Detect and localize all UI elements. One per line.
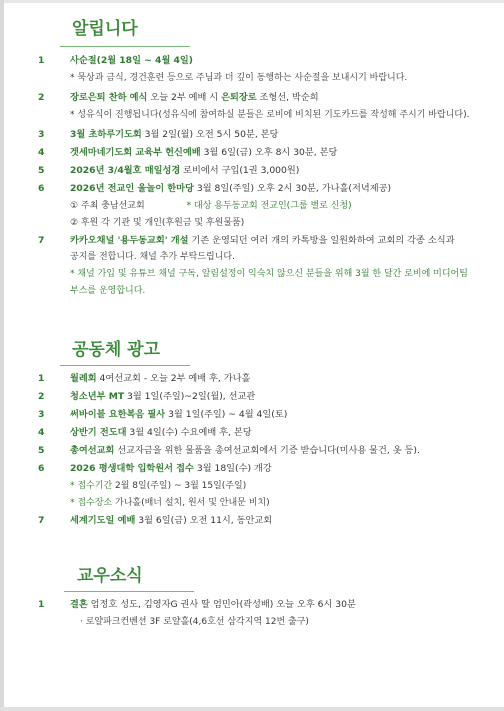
item-number: 4 [38,427,45,438]
section-title: 알립니다 [72,19,138,39]
item-text: 세계기도일 예배 3월 6일(금) 오전 11시, 동안교회 [70,515,273,526]
item-number: 7 [38,235,45,246]
item-number: 1 [38,599,45,610]
item-text: 장로은퇴 찬하 예식 오늘 2부 예배 시 은퇴장로 조형선, 박순희 [70,92,319,103]
item-text: 2026 평생대학 입학원서 접수 3월 18일(수) 개강 [70,463,272,474]
item-text: 결혼 엄정호 성도, 김영자G 권사 딸 엄민아(곽성배) 오늘 오후 6시 30분 [70,599,356,610]
item-number: 3 [38,129,45,140]
section-title: 교우소식 [77,566,143,586]
item-text: 2026년 3/4월호 매일성경 로비에서 구입(1권 3,000원) [70,165,300,176]
item-number: 2 [38,92,45,103]
item-number: 1 [38,373,45,384]
page-left-border [0,0,4,711]
item-text: 써바이블 요한복음 필사 3월 1일(주일) ~ 4월 4일(토) [70,409,288,420]
item-number: 6 [38,183,45,194]
section-title: 공동체 광고 [72,340,161,360]
item-text: 사순절(2월 18일 ~ 4월 4일) [70,55,193,66]
item-text: 2026년 전교인 울놀이 한마당 3월 8일(주일) 오후 2시 30분, 가나홀(저녁제공) [70,183,392,194]
item-number: 5 [38,445,45,456]
section-underline [60,46,190,47]
page-bottom-border [0,707,504,711]
section-underline [64,591,194,592]
item-text: 카카오채널 '용두동교회' 개설 기존 운영되던 여러 개의 카톡방을 일원화하여 교회의 각종 소식과 [70,235,455,246]
item-text: 청소년부 MT 3월 1일(주일)~2일(월), 선교관 [70,391,256,402]
page-top-border [0,0,504,3]
section-underline [60,365,190,366]
item-number: 6 [38,463,45,474]
item-text: 상반기 전도대 3월 4일(수) 수요예배 후, 본당 [70,427,252,438]
item-number: 1 [38,55,45,66]
item-text: 겟세마네기도회 교육부 헌신예배 3월 6일(금) 오후 8시 30분, 본당 [70,147,338,158]
item-number: 3 [38,409,45,420]
item-text: 3월 초하루기도회 3월 2일(월) 오전 5시 50분, 본당 [70,129,279,140]
item-number: 5 [38,165,45,176]
item-text: 총여선교회 선교자금을 위한 물품을 총여선교회에서 기증 받습니다(미사용 물건, 옷 등). [70,445,420,456]
item-number: 4 [38,147,45,158]
item-number: 2 [38,391,45,402]
item-text: 월례회 4여선교회 - 오늘 2부 예배 후, 가나홀 [70,373,251,384]
item-number: 7 [38,515,45,526]
